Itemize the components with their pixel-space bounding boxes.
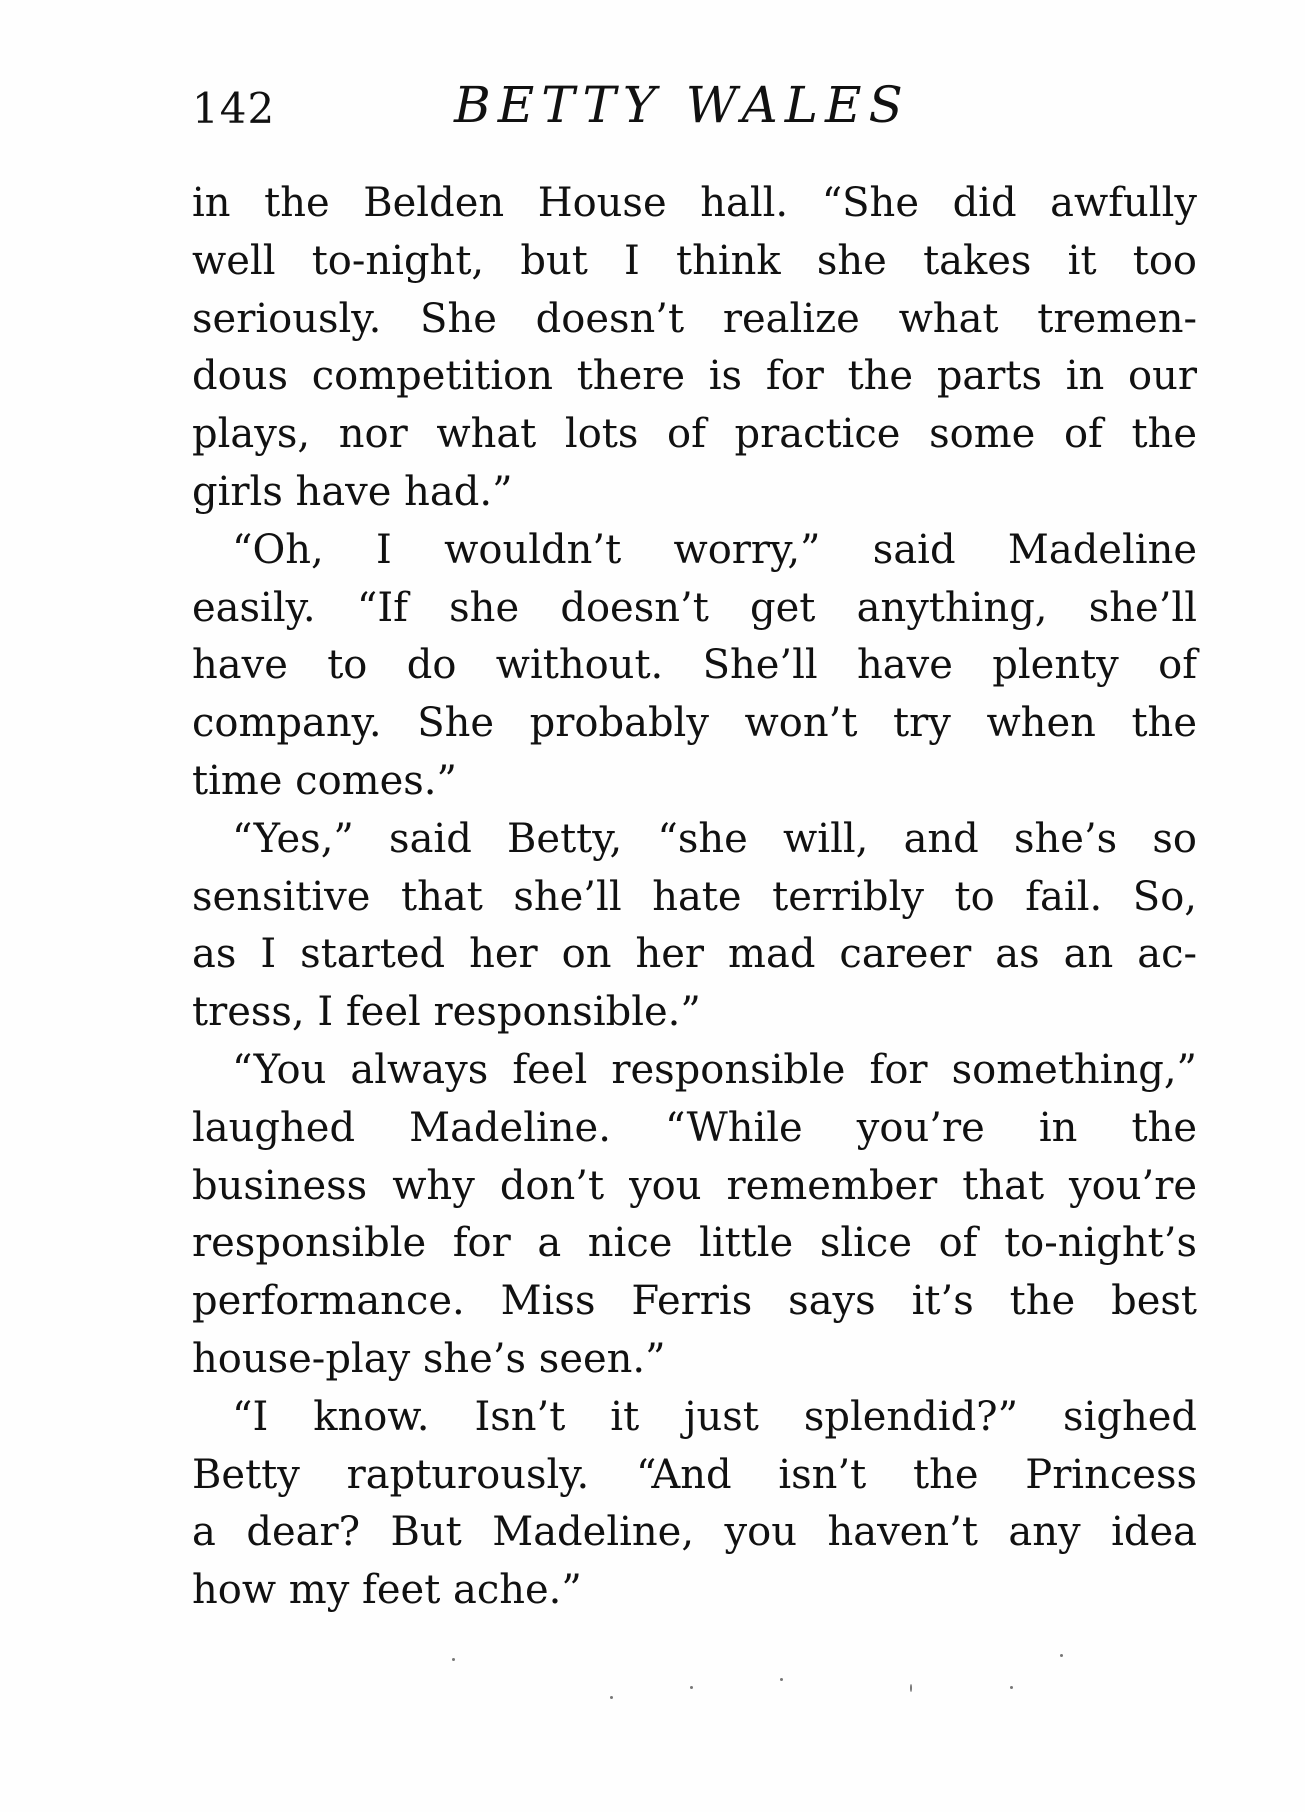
text-line: Betty rapturously. “And isn’t the Princess (192, 1451, 1197, 1498)
text-line: “You always feel responsible for something,” (232, 1046, 1197, 1093)
speck-mark (1060, 1654, 1063, 1657)
text-line: responsible for a nice little slice of to-night’s (192, 1220, 1197, 1267)
text-line: company. She probably won’t try when the (192, 700, 1197, 747)
speck-mark (1010, 1686, 1013, 1689)
text-line: easily. “If she doesn’t get anything, she’ll (192, 584, 1197, 631)
text-line: seriously. She doesn’t realize what tremen- (192, 295, 1197, 342)
text-line: time comes.” (192, 757, 457, 804)
running-title: BETTY WALES (454, 76, 910, 134)
text-line: sensitive that she’ll hate terribly to fail. So, (192, 873, 1197, 920)
text-line: a dear? But Madeline, you haven’t any idea (192, 1509, 1197, 1556)
speck-mark (690, 1686, 693, 1689)
text-line: girls have had.” (192, 468, 513, 515)
text-line: in the Belden House hall. “She did awfully (192, 180, 1197, 226)
body-text (192, 175, 1197, 1620)
speck-mark (910, 1684, 912, 1692)
text-line: “I know. Isn’t it just splendid?” sighed (232, 1393, 1197, 1440)
text-line: how my feet ache.” (192, 1567, 582, 1614)
page-number: 142 (192, 84, 276, 133)
text-line: tress, I feel responsible.” (192, 989, 701, 1036)
print-specks (440, 1650, 1200, 1720)
text-line: plays, nor what lots of practice some of the (192, 411, 1197, 458)
text-line: dous competition there is for the parts in our (192, 353, 1197, 400)
speck-mark (452, 1658, 455, 1661)
running-head (192, 72, 1192, 142)
speck-mark (780, 1678, 783, 1681)
speck-mark (610, 1696, 613, 1699)
text-line: “Oh, I wouldn’t worry,” said Madeline (232, 526, 1197, 573)
text-line: laughed Madeline. “While you’re in the (192, 1104, 1197, 1151)
text-line: house-play she’s seen.” (192, 1335, 666, 1382)
text-line: have to do without. She’ll have plenty of (192, 642, 1197, 689)
text-line: business why don’t you remember that you’re (192, 1162, 1197, 1209)
text-line: as I started her on her mad career as an ac- (192, 931, 1197, 978)
text-line: well to-night, but I think she takes it too (192, 237, 1197, 284)
text-line: performance. Miss Ferris says it’s the best (192, 1278, 1197, 1325)
text-line: “Yes,” said Betty, “she will, and she’s so (232, 815, 1197, 862)
